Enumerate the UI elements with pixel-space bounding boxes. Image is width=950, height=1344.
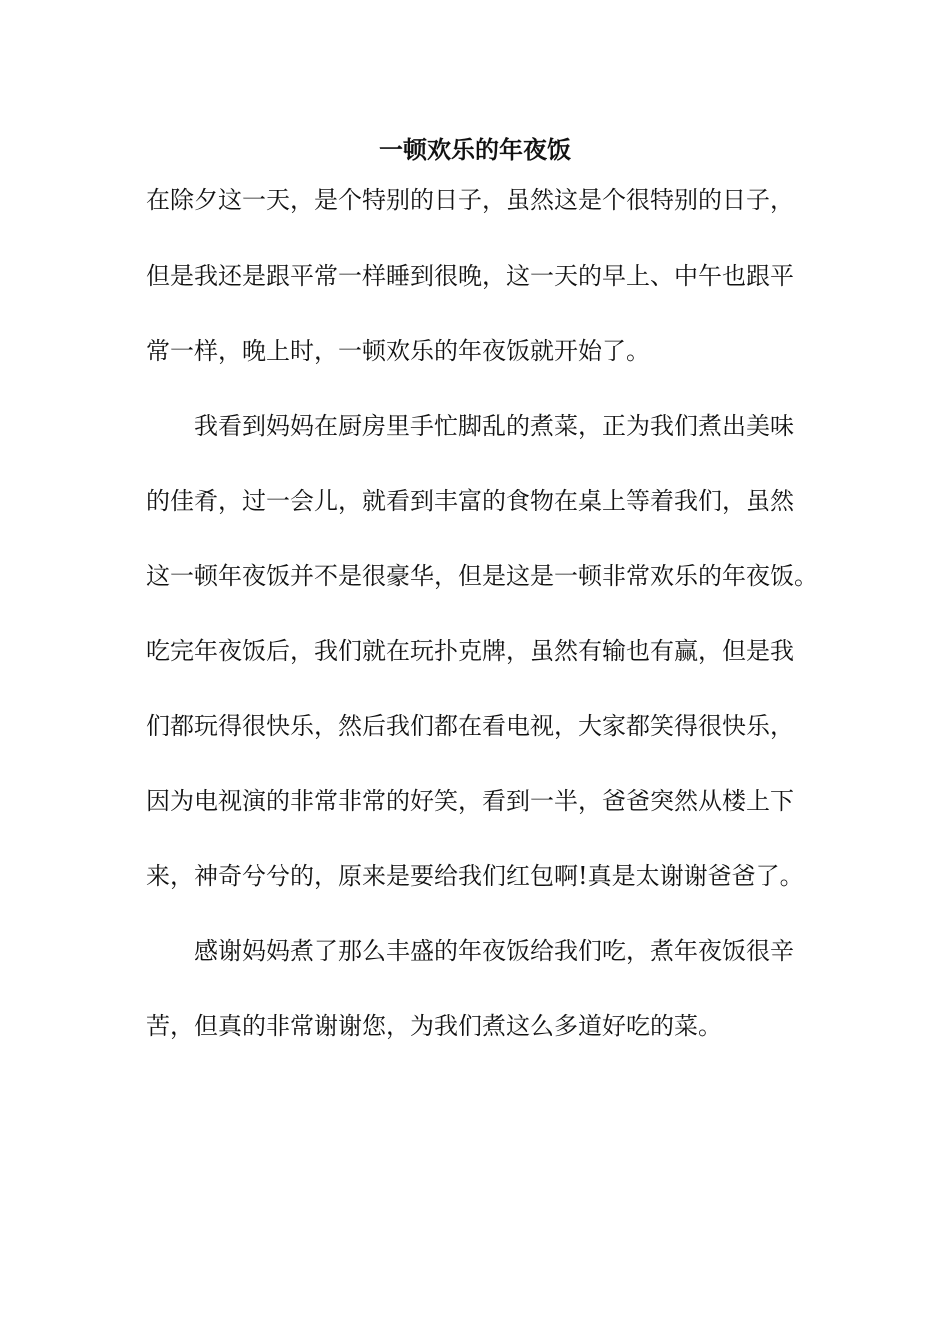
text-line: 这一顿年夜饭并不是很豪华，但是这是一顿非常欢乐的年夜饭。 (146, 562, 818, 590)
text-line: 苦，但真的非常谢谢您，为我们煮这么多道好吃的菜。 (146, 1012, 722, 1040)
text-line: 来，神奇兮兮的，原来是要给我们红包啊!真是太谢谢爸爸了。 (146, 862, 804, 890)
text-line: 因为电视演的非常非常的好笑，看到一半，爸爸突然从楼上下 (146, 787, 794, 815)
text-line: 常一样，晚上时，一顿欢乐的年夜饭就开始了。 (146, 337, 650, 365)
text-line: 在除夕这一天，是个特别的日子，虽然这是个很特别的日子， (146, 186, 794, 214)
text-line: 的佳肴，过一会儿，就看到丰富的食物在桌上等着我们，虽然 (146, 487, 794, 515)
text-line: 我看到妈妈在厨房里手忙脚乱的煮菜，正为我们煮出美味 (146, 412, 794, 440)
document-title: 一顿欢乐的年夜饭 (379, 135, 571, 164)
text-line: 感谢妈妈煮了那么丰盛的年夜饭给我们吃，煮年夜饭很辛 (146, 937, 794, 965)
text-line: 们都玩得很快乐，然后我们都在看电视，大家都笑得很快乐， (146, 712, 794, 740)
text-line: 吃完年夜饭后，我们就在玩扑克牌，虽然有输也有赢，但是我 (146, 637, 794, 665)
text-line: 但是我还是跟平常一样睡到很晚，这一天的早上、中午也跟平 (146, 262, 794, 290)
